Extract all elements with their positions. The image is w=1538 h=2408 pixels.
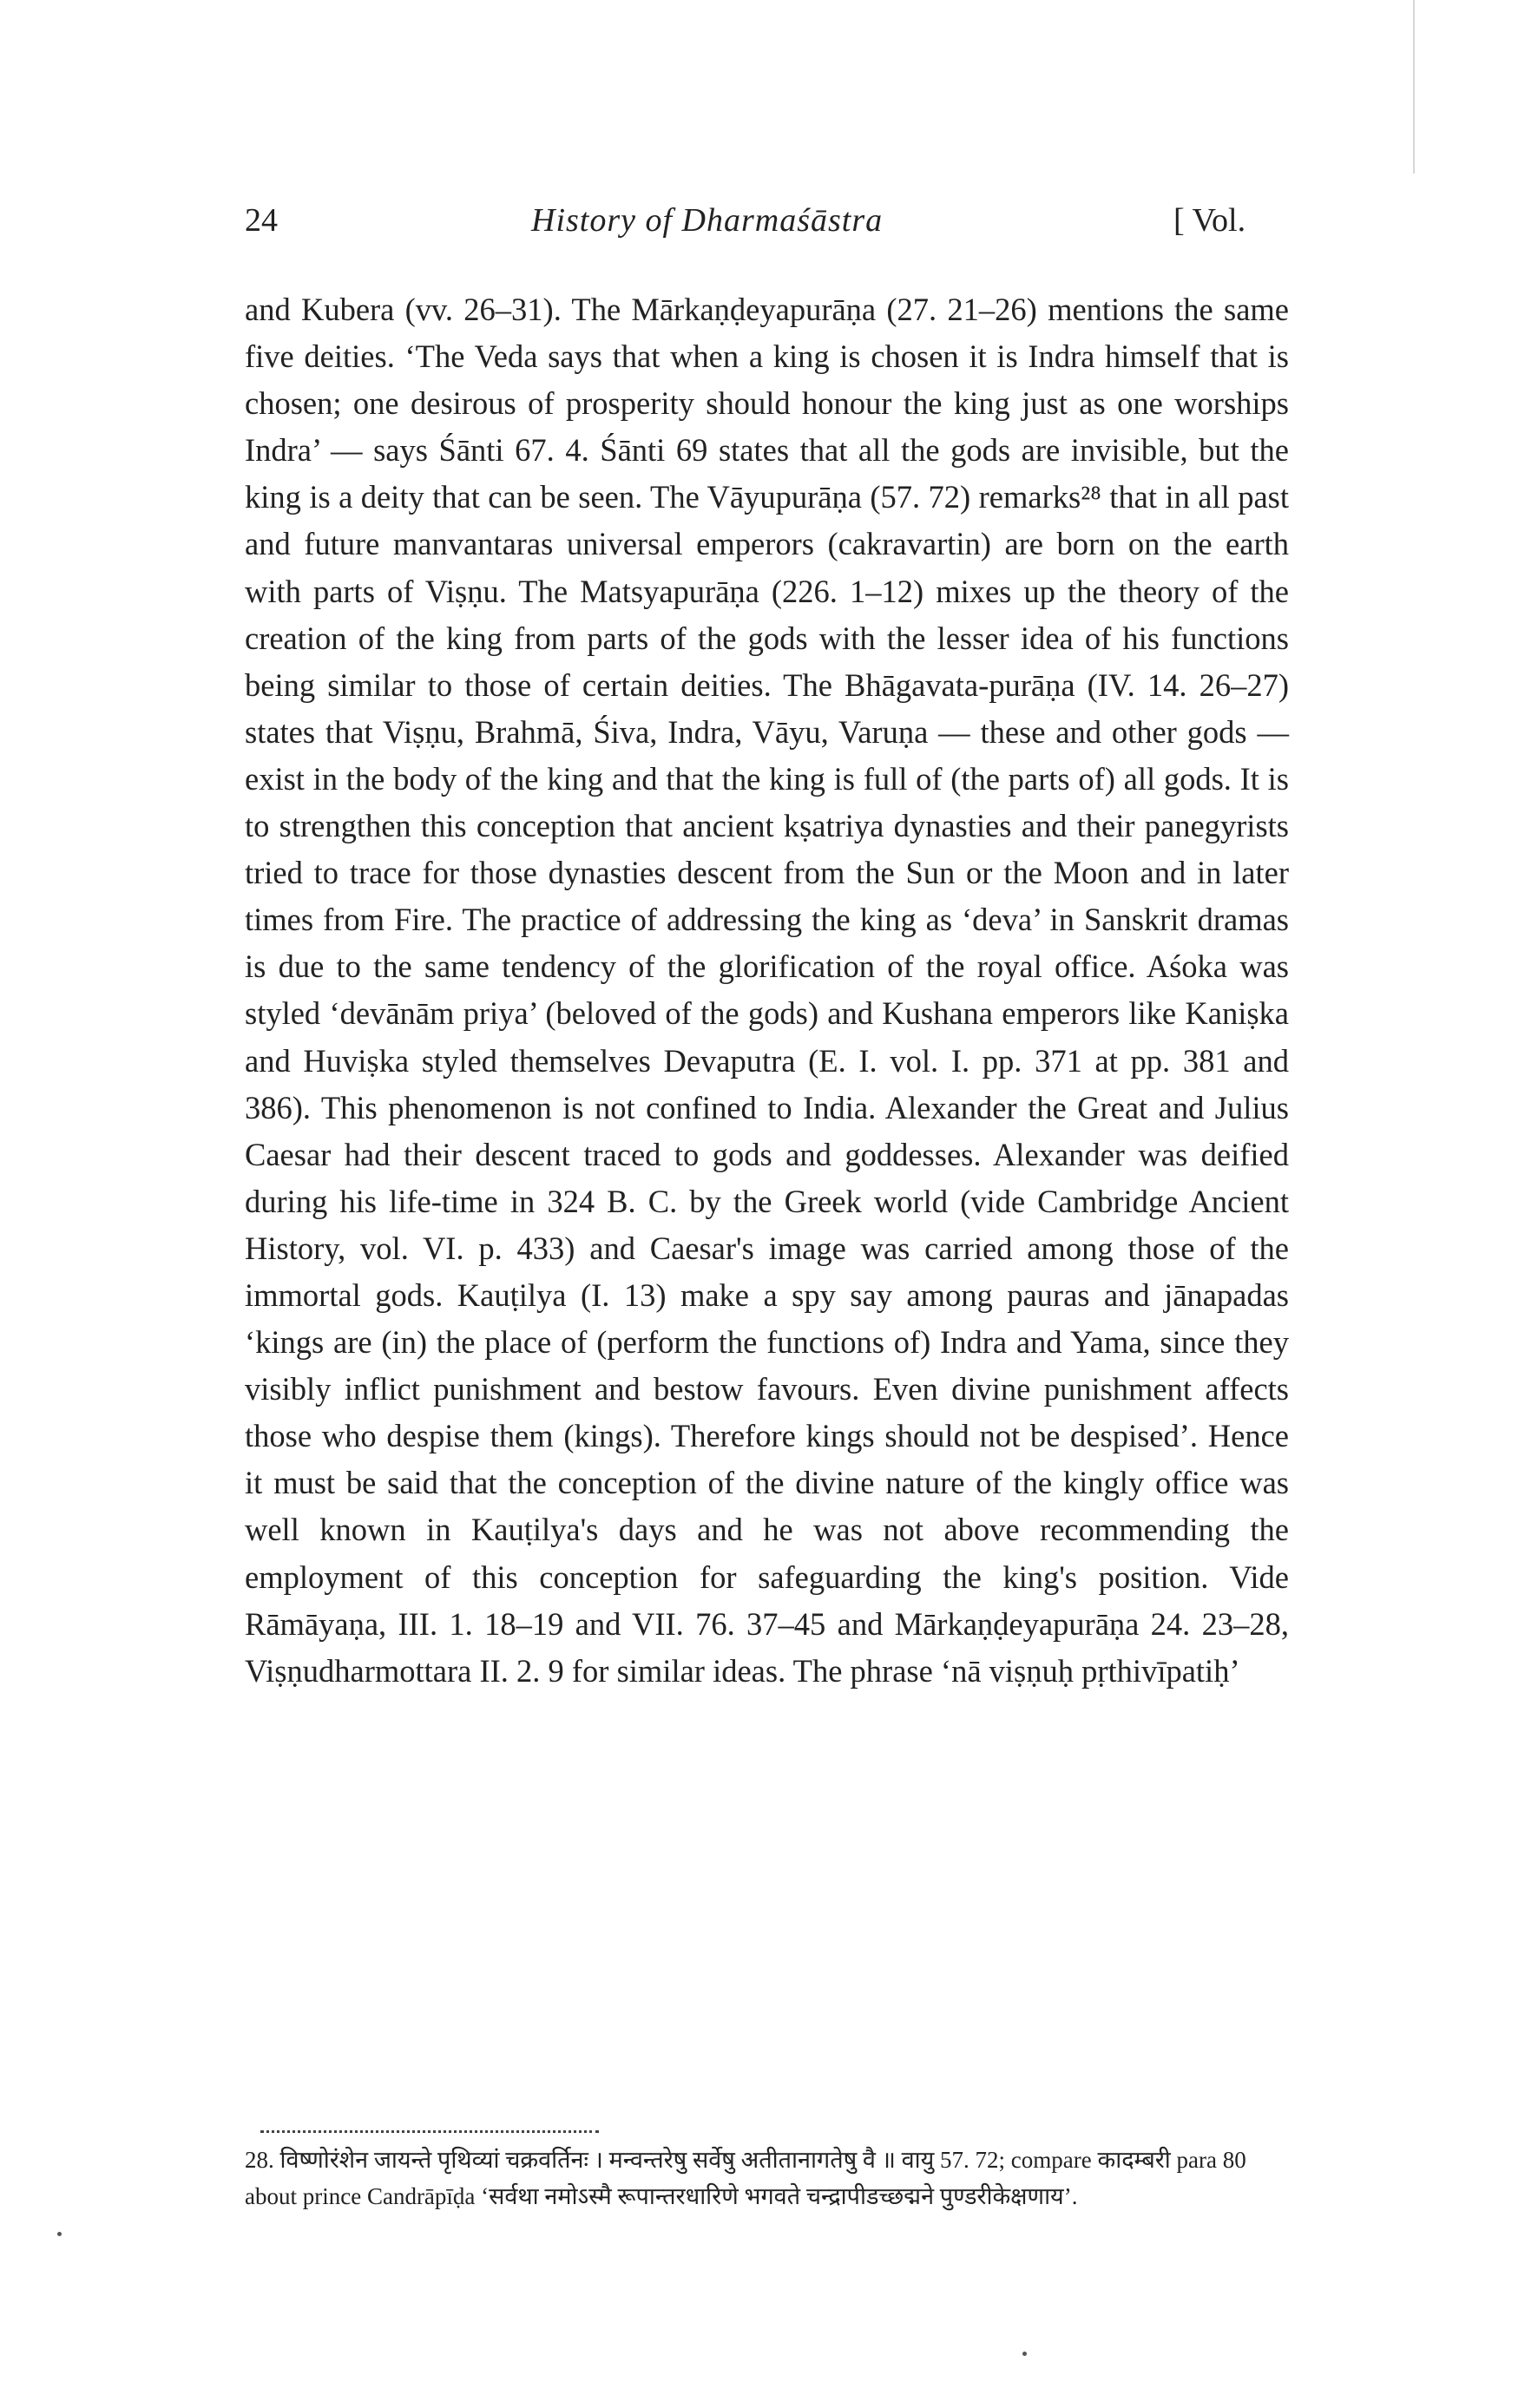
volume-mark: [ Vol. <box>1173 202 1246 239</box>
footnote-28 <box>245 2142 1289 2214</box>
body-paragraph: and Kubera (vv. 26–31). The Mārkaṇḍeyapurāṇa (27. 21–26) mentions the same five deities. ‘The Veda says that when a king is chosen it is Indra himself that is chosen; one desirous of prosperity should honour the king just as one worships Indra’ — says Śānti 67. 4. Śānti 69 states that all the gods are invisible, but the king is a deity that can be seen. The Vāyupurāṇa (57. 72) remarks²⁸ that in all past and future manvantaras universal emperors (cakravartin) are born on the earth with parts of Viṣṇu. The Matsyapurāṇa (226. 1–12) mixes up the theory of the creation of the king from parts of the gods with the lesser idea of his functions being similar to those of certain deities. The Bhāgavata-purāṇa (IV. 14. 26–27) states that Viṣṇu, Brahmā, Śiva, Indra, Vāyu, Varuṇa — these and other gods — exist in the body of the king and that the king is full of (the parts of) all gods. It is to strengthen this conception that ancient kṣatriya dynasties and their panegyrists tried to trace for those dynasties descent from the Sun or the Moon and in later times from Fire. The practice of addressing the king as ‘deva’ in Sanskrit dramas is due to the same tendency of the glorification of the royal office. Aśoka was styled ‘devānām priya’ (beloved of the gods) and Kushana emperors like Kaniṣka and Huviṣka styled themselves Devaputra (E. I. vol. I. pp. 371 at pp. 381 and 386). This phenomenon is not confined to India. Alexander the Great and Julius Caesar had their descent traced to gods and goddesses. Alexander was deified during his life-time in 324 B. C. by the Greek world (vide Cambridge Ancient History, vol. VI. p. 433) and Caesar's image was carried among those of the immortal gods. Kauṭilya (I. 13) make a spy say among pauras and jānapadas ‘kings are (in) the place of (perform the functions of) Indra and Yama, since they visibly inflict punishment and bestow favours. Even divine punishment affects those who despise them (kings). Therefore kings should not be despised’. Hence it must be said that the conception of the divine nature of the kingly office was well known in Kauṭilya's days and he was not above recommending the employment of this conception for safeguarding the king's position. Vide Rāmāyaṇa, III. 1. 18–19 and VII. 76. 37–45 and Mārkaṇḍeyapurāṇa 24. 23–28, Viṣṇudharmottara II. 2. 9 for similar ideas. The phrase ‘nā viṣṇuḥ pṛthivīpatiḥ’ <box>245 292 1298 1689</box>
print-speck <box>1022 2352 1027 2356</box>
running-title: History of Dharmaśāstra <box>531 202 884 239</box>
running-header <box>245 201 1286 253</box>
footnotes <box>245 2142 1289 2214</box>
footnote-number: 28. <box>245 2147 274 2173</box>
main-text <box>245 286 1298 1695</box>
print-speck <box>57 2232 62 2236</box>
footnote-divider <box>260 2130 599 2133</box>
footnote-text: विष्णोरंशेन जायन्ते पृथिव्यां चक्रवर्तिनः । मन्वन्तरेषु सर्वेषु अतीतानागतेषु वै ॥ वायु 57. 72; compare कादम्बरी para 80 about prince Candrāpīḍa ‘सर्वथा नमोऽस्मै रूपान्तरधारिणे भगवते चन्द्रापीडच्छद्मने पुण्डरीकेक्षणाय’. <box>245 2147 1246 2209</box>
scan-edge-line <box>1413 0 1415 174</box>
page-number: 24 <box>245 202 278 239</box>
